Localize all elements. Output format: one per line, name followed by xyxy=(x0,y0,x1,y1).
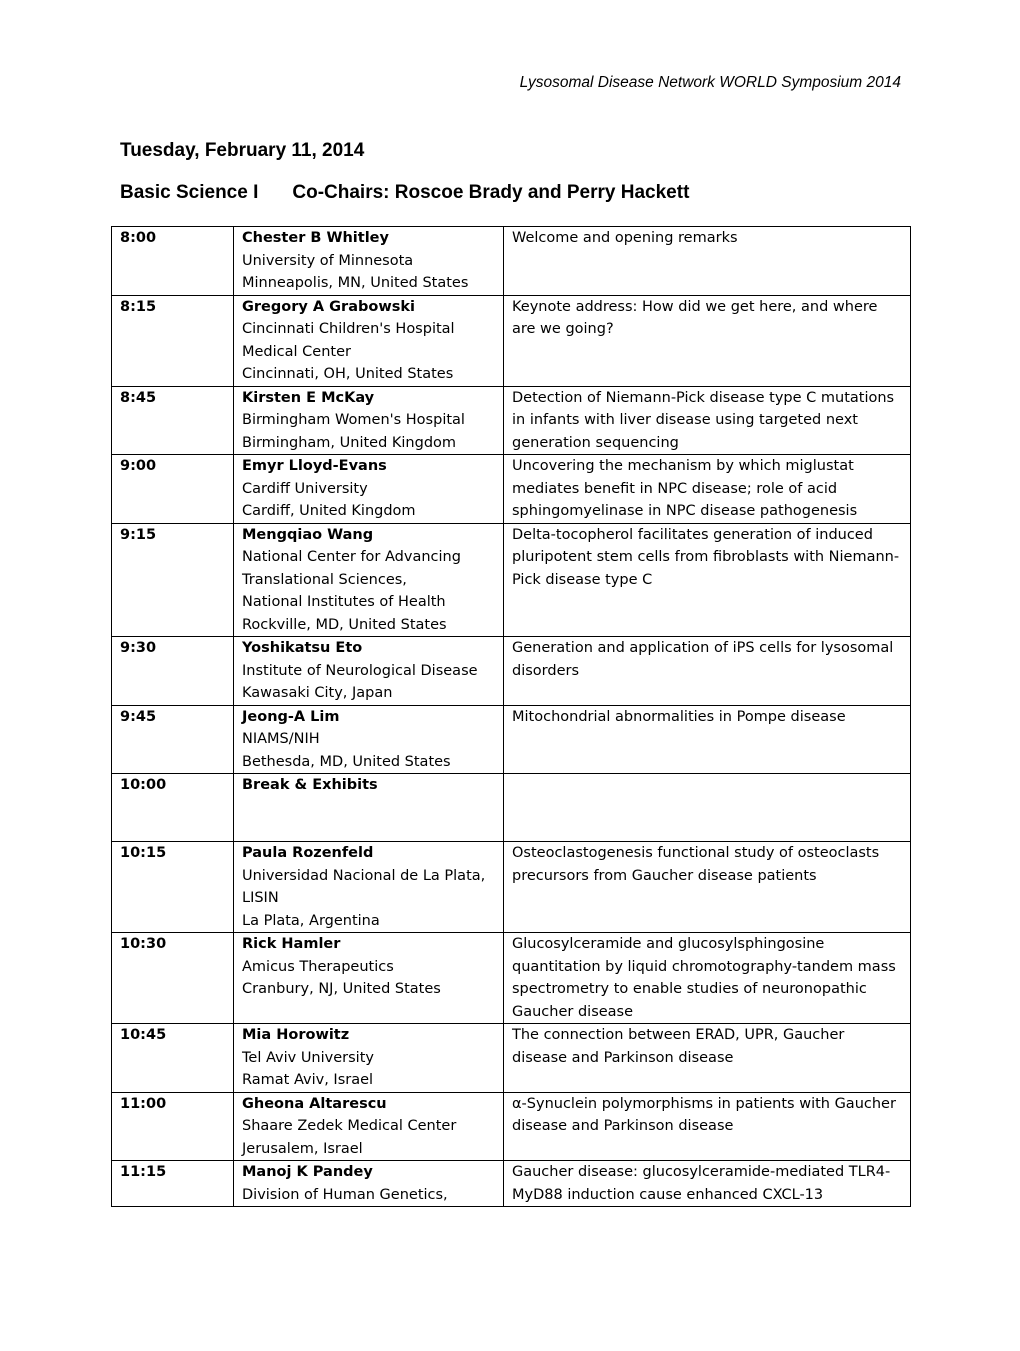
talk-title-cell xyxy=(504,455,911,524)
time-cell: 10:00 xyxy=(112,774,234,842)
speaker-name: Manoj K Pandey xyxy=(242,1164,373,1180)
speaker-affiliation-line: Tel Aviv University xyxy=(242,1049,374,1066)
speaker-name: Chester B Whitley xyxy=(242,230,389,246)
speaker-affiliation-line: Minneapolis, MN, United States xyxy=(242,275,469,291)
schedule-row xyxy=(112,386,911,455)
talk-title-cell xyxy=(504,227,911,296)
speaker-affiliation-line: Universidad Nacional de La Plata, xyxy=(242,867,486,884)
talk-title: Gaucher disease: glucosylceramide-mediated TLR4-MyD88 induction cause enhanced CXCL-13 xyxy=(512,1164,891,1203)
time-cell: 10:45 xyxy=(112,1024,234,1093)
speaker-name: Mia Horowitz xyxy=(242,1027,350,1043)
speaker-cell xyxy=(234,455,504,524)
schedule-row xyxy=(112,523,911,637)
speaker-affiliation-line: Bethesda, MD, United States xyxy=(242,753,451,770)
speaker-affiliation-line: National Center for Advancing xyxy=(242,549,461,565)
time-cell: 10:15 xyxy=(112,842,234,933)
speaker-affiliation-line: Cardiff University xyxy=(242,480,368,497)
speaker-name: Yoshikatsu Eto xyxy=(242,640,363,656)
session-name: Basic Science I xyxy=(120,182,259,203)
talk-title-cell xyxy=(504,842,911,933)
speaker-cell xyxy=(234,842,504,933)
speaker-cell xyxy=(234,1092,504,1161)
session-chairs: Co-Chairs: Roscoe Brady and Perry Hackett xyxy=(292,182,690,203)
talk-title: Welcome and opening remarks xyxy=(512,230,738,246)
speaker-cell xyxy=(234,637,504,706)
speaker-cell xyxy=(234,774,504,842)
document-header: Lysosomal Disease Network WORLD Symposium 2014 xyxy=(519,74,901,91)
schedule-row xyxy=(112,1161,911,1207)
speaker-cell xyxy=(234,1024,504,1093)
talk-title-cell xyxy=(504,1024,911,1093)
time-cell: 10:30 xyxy=(112,933,234,1024)
schedule-table xyxy=(111,226,911,1207)
schedule-row xyxy=(112,637,911,706)
speaker-cell xyxy=(234,227,504,296)
speaker-name: Kirsten E McKay xyxy=(242,389,375,406)
speaker-name: Gheona Altarescu xyxy=(242,1095,387,1112)
speaker-affiliation-line: Cincinnati, OH, United States xyxy=(242,366,454,382)
speaker-affiliation-line: Rockville, MD, United States xyxy=(242,616,447,633)
time-cell: 8:45 xyxy=(112,386,234,455)
speaker-name: Mengqiao Wang xyxy=(242,526,374,543)
speaker-affiliation-line: NIAMS/NIH xyxy=(242,731,320,747)
talk-title-cell xyxy=(504,1092,911,1161)
time-cell: 9:00 xyxy=(112,455,234,524)
speaker-affiliation-line: Birmingham, United Kingdom xyxy=(242,434,457,451)
time-cell: 9:15 xyxy=(112,523,234,637)
speaker-affiliation-line: Amicus Therapeutics xyxy=(242,958,394,975)
time-cell: 11:00 xyxy=(112,1092,234,1161)
schedule-body xyxy=(112,227,911,1207)
speaker-affiliation-line: Cincinnati Children's Hospital xyxy=(242,321,455,337)
speaker-name: Rick Hamler xyxy=(242,936,341,952)
speaker-affiliation-line: Kawasaki City, Japan xyxy=(242,685,393,701)
talk-title-cell xyxy=(504,705,911,774)
schedule-row xyxy=(112,933,911,1024)
schedule-row xyxy=(112,774,911,842)
speaker-affiliation-line: La Plata, Argentina xyxy=(242,912,380,929)
speaker-name: Gregory A Grabowski xyxy=(242,298,415,315)
time-cell: 11:15 xyxy=(112,1161,234,1207)
time-cell: 8:15 xyxy=(112,295,234,386)
talk-title: Glucosylceramide and glucosylsphingosine quantitation by liquid chromotography-tandem mass spectrometry to enable studies of neuronopathic Gaucher disease xyxy=(512,936,896,1020)
speaker-name: Break & Exhibits xyxy=(242,777,378,793)
talk-title-cell xyxy=(504,933,911,1024)
time-cell: 8:00 xyxy=(112,227,234,296)
talk-title: Keynote address: How did we get here, and where are we going? xyxy=(512,298,878,337)
speaker-affiliation-line: National Institutes of Health xyxy=(242,594,446,610)
speaker-cell xyxy=(234,1161,504,1207)
talk-title-cell xyxy=(504,295,911,386)
speaker-cell xyxy=(234,705,504,774)
talk-title: Osteoclastogenesis functional study of osteoclasts precursors from Gaucher disease patients xyxy=(512,845,880,884)
talk-title-cell xyxy=(504,774,911,842)
session-line xyxy=(120,182,689,204)
speaker-affiliation-line: Shaare Zedek Medical Center xyxy=(242,1118,457,1134)
talk-title-cell xyxy=(504,1161,911,1207)
speaker-affiliation-line: Medical Center xyxy=(242,343,351,360)
speaker-cell xyxy=(234,386,504,455)
speaker-name: Jeong-A Lim xyxy=(242,708,340,725)
talk-title: Generation and application of iPS cells for lysosomal disorders xyxy=(512,640,894,679)
speaker-affiliation-line: LISIN xyxy=(242,890,279,906)
talk-title-cell xyxy=(504,386,911,455)
time-cell: 9:30 xyxy=(112,637,234,706)
speaker-affiliation-line: Jerusalem, Israel xyxy=(242,1140,363,1157)
talk-title: Detection of Niemann-Pick disease type C mutations in infants with liver disease using targeted next generation sequencing xyxy=(512,389,895,451)
talk-title: The connection between ERAD, UPR, Gaucher disease and Parkinson disease xyxy=(512,1027,845,1066)
talk-title: α-Synuclein polymorphisms in patients with Gaucher disease and Parkinson disease xyxy=(512,1095,896,1134)
schedule-row xyxy=(112,1092,911,1161)
speaker-name: Paula Rozenfeld xyxy=(242,845,374,861)
schedule-row xyxy=(112,842,911,933)
speaker-affiliation-line: Division of Human Genetics, xyxy=(242,1186,448,1203)
time-cell: 9:45 xyxy=(112,705,234,774)
talk-title-cell xyxy=(504,637,911,706)
speaker-name: Emyr Lloyd-Evans xyxy=(242,458,387,474)
schedule-row xyxy=(112,295,911,386)
speaker-cell xyxy=(234,523,504,637)
speaker-affiliation-line: Cranbury, NJ, United States xyxy=(242,981,441,997)
speaker-affiliation-line: Birmingham Women's Hospital xyxy=(242,412,465,428)
schedule-row xyxy=(112,227,911,296)
speaker-affiliation-line: Cardiff, United Kingdom xyxy=(242,503,416,519)
talk-title: Mitochondrial abnormalities in Pompe disease xyxy=(512,708,846,725)
schedule-row xyxy=(112,455,911,524)
schedule-row xyxy=(112,1024,911,1093)
schedule-row xyxy=(112,705,911,774)
talk-title-cell xyxy=(504,523,911,637)
talk-title: Uncovering the mechanism by which miglustat mediates benefit in NPC disease; role of acid sphingomyelinase in NPC disease pathogenesis xyxy=(512,458,858,519)
speaker-affiliation-line: Institute of Neurological Disease xyxy=(242,662,478,679)
speaker-affiliation-line: Ramat Aviv, Israel xyxy=(242,1072,374,1088)
day-title: Tuesday, February 11, 2014 xyxy=(120,140,365,161)
speaker-affiliation-line: University of Minnesota xyxy=(242,252,414,269)
talk-title: Delta-tocopherol facilitates generation of induced pluripotent stem cells from fibroblasts with Niemann-Pick disease type C xyxy=(512,526,900,588)
speaker-affiliation-line: Translational Sciences, xyxy=(242,571,407,588)
speaker-cell xyxy=(234,295,504,386)
speaker-cell xyxy=(234,933,504,1024)
